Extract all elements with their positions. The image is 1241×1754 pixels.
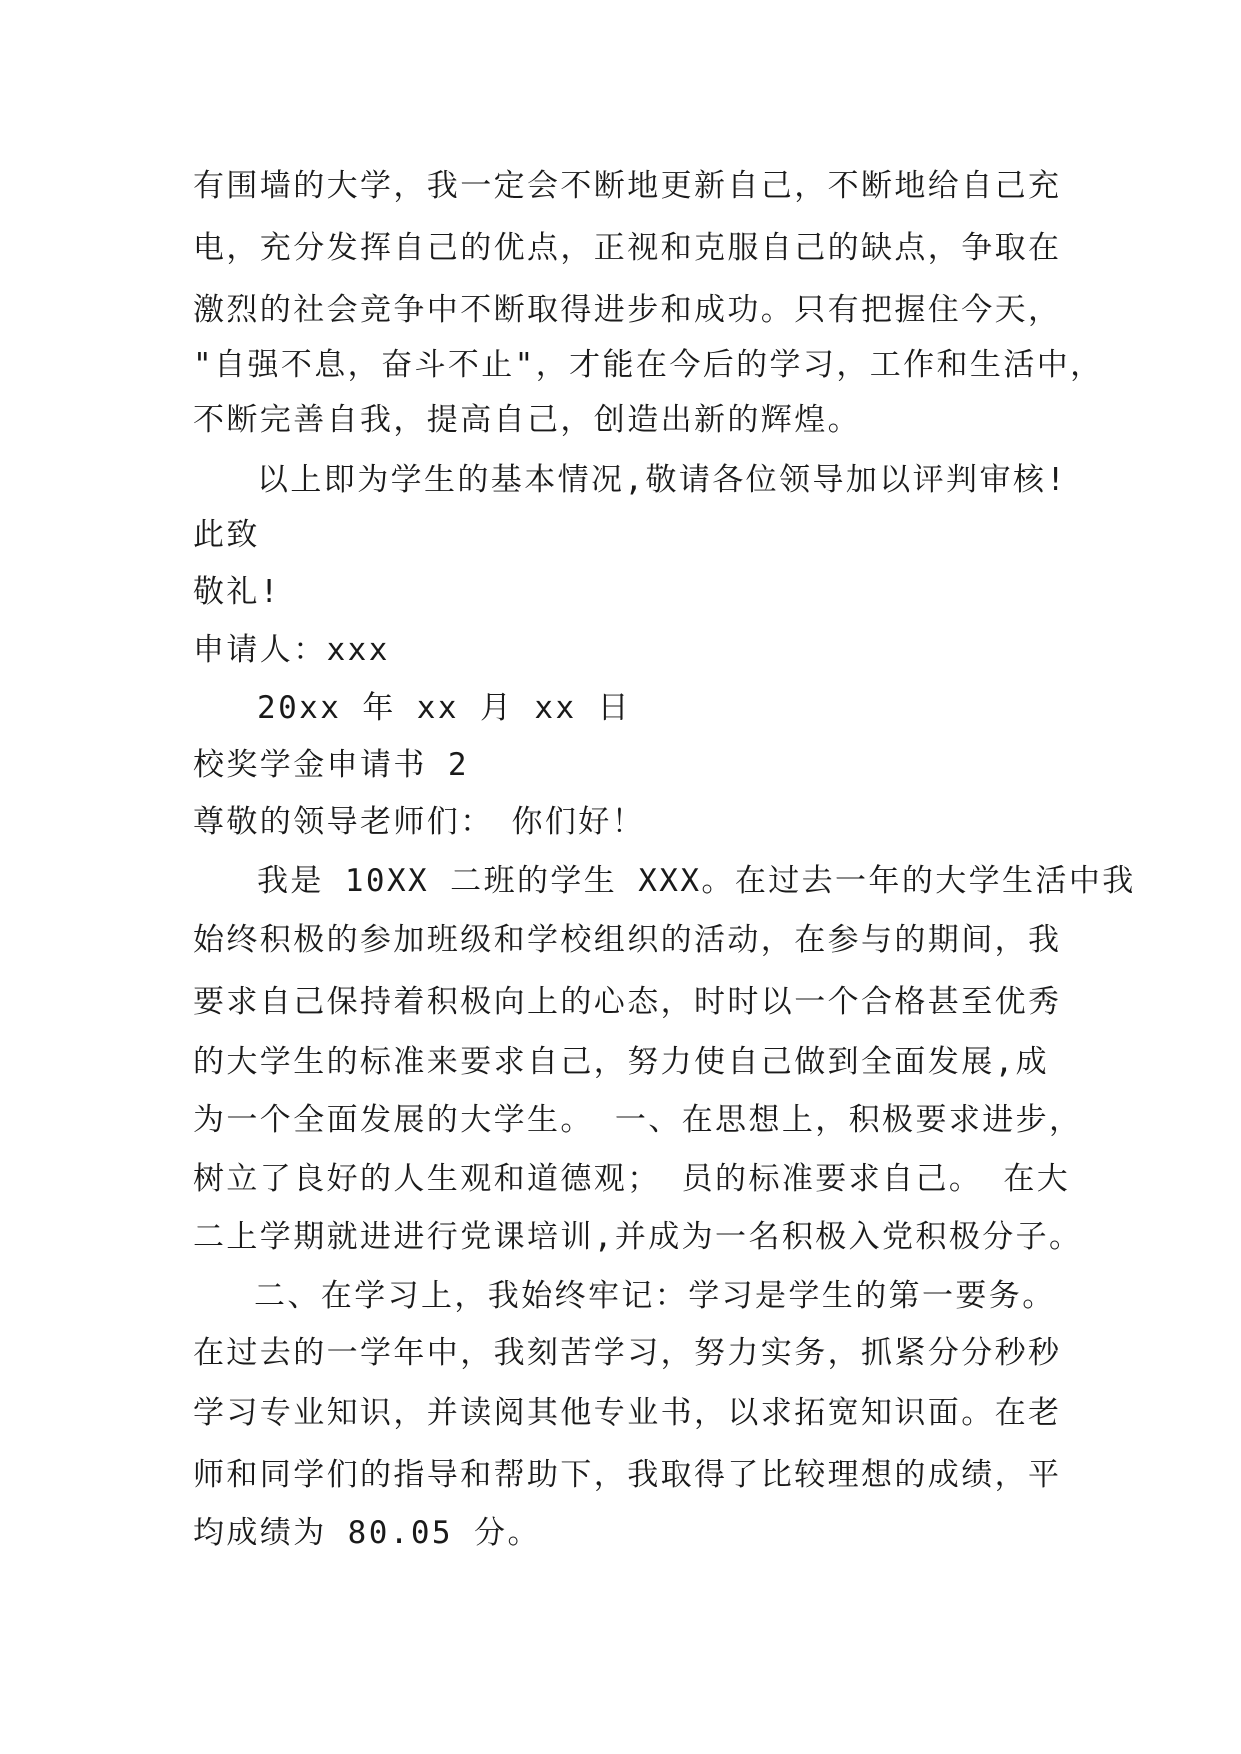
paragraph-line: 为一个全面发展的大学生。 一、在思想上，积极要求进步， (193, 1102, 1083, 1138)
paragraph-line: 要求自己保持着积极向上的心态，时时以一个合格甚至优秀 (193, 984, 1062, 1020)
salutation-cizhi: 此致 (193, 517, 260, 553)
paragraph-line: 始终积极的参加班级和学校组织的活动，在参与的期间，我 (193, 922, 1062, 958)
closing-statement: 以上即为学生的基本情况,敬请各位领导加以评判审核! (257, 462, 1068, 498)
paragraph-line: 二、在学习上，我始终牢记：学习是学生的第一要务。 (254, 1278, 1056, 1314)
paragraph-line: 电，充分发挥自己的优点，正视和克服自己的缺点，争取在 (193, 230, 1062, 266)
paragraph-line: 学习专业知识，并读阅其他专业书，以求拓宽知识面。在老 (193, 1395, 1062, 1431)
salutation-jingli: 敬礼! (193, 574, 281, 610)
paragraph-line: 不断完善自我，提高自己，创造出新的辉煌。 (193, 402, 861, 438)
paragraph-line: 二上学期就进进行党课培训,并成为一名积极入党积极分子。 (193, 1219, 1083, 1255)
paragraph-line: 均成绩为 80.05 分。 (193, 1515, 541, 1551)
paragraph-line: 我是 10XX 二班的学生 XXX。在过去一年的大学生活中我 (257, 863, 1136, 899)
paragraph-line: 的大学生的标准来要求自己，努力使自己做到全面发展,成 (193, 1044, 1050, 1080)
greeting-line: 尊敬的领导老师们： 你们好！ (193, 804, 646, 840)
paragraph-line: 树立了良好的人生观和道德观； 员的标准要求自己。 在大 (193, 1161, 1071, 1197)
paragraph-line: "自强不息，奋斗不止"，才能在今后的学习，工作和生活中， (193, 347, 1104, 383)
paragraph-line: 有围墙的大学，我一定会不断地更新自己，不断地给自己充 (193, 168, 1062, 204)
paragraph-line: 师和同学们的指导和帮助下，我取得了比较理想的成绩，平 (193, 1457, 1062, 1493)
section-title: 校奖学金申请书 2 (193, 747, 469, 783)
paragraph-line: 激烈的社会竞争中不断取得进步和成功。只有把握住今天， (193, 292, 1062, 328)
applicant-name: 申请人：xxx (193, 632, 390, 668)
paragraph-line: 在过去的一学年中，我刻苦学习，努力实务，抓紧分分秒秒 (193, 1335, 1062, 1371)
date-line: 20xx 年 xx 月 xx 日 (257, 690, 632, 726)
